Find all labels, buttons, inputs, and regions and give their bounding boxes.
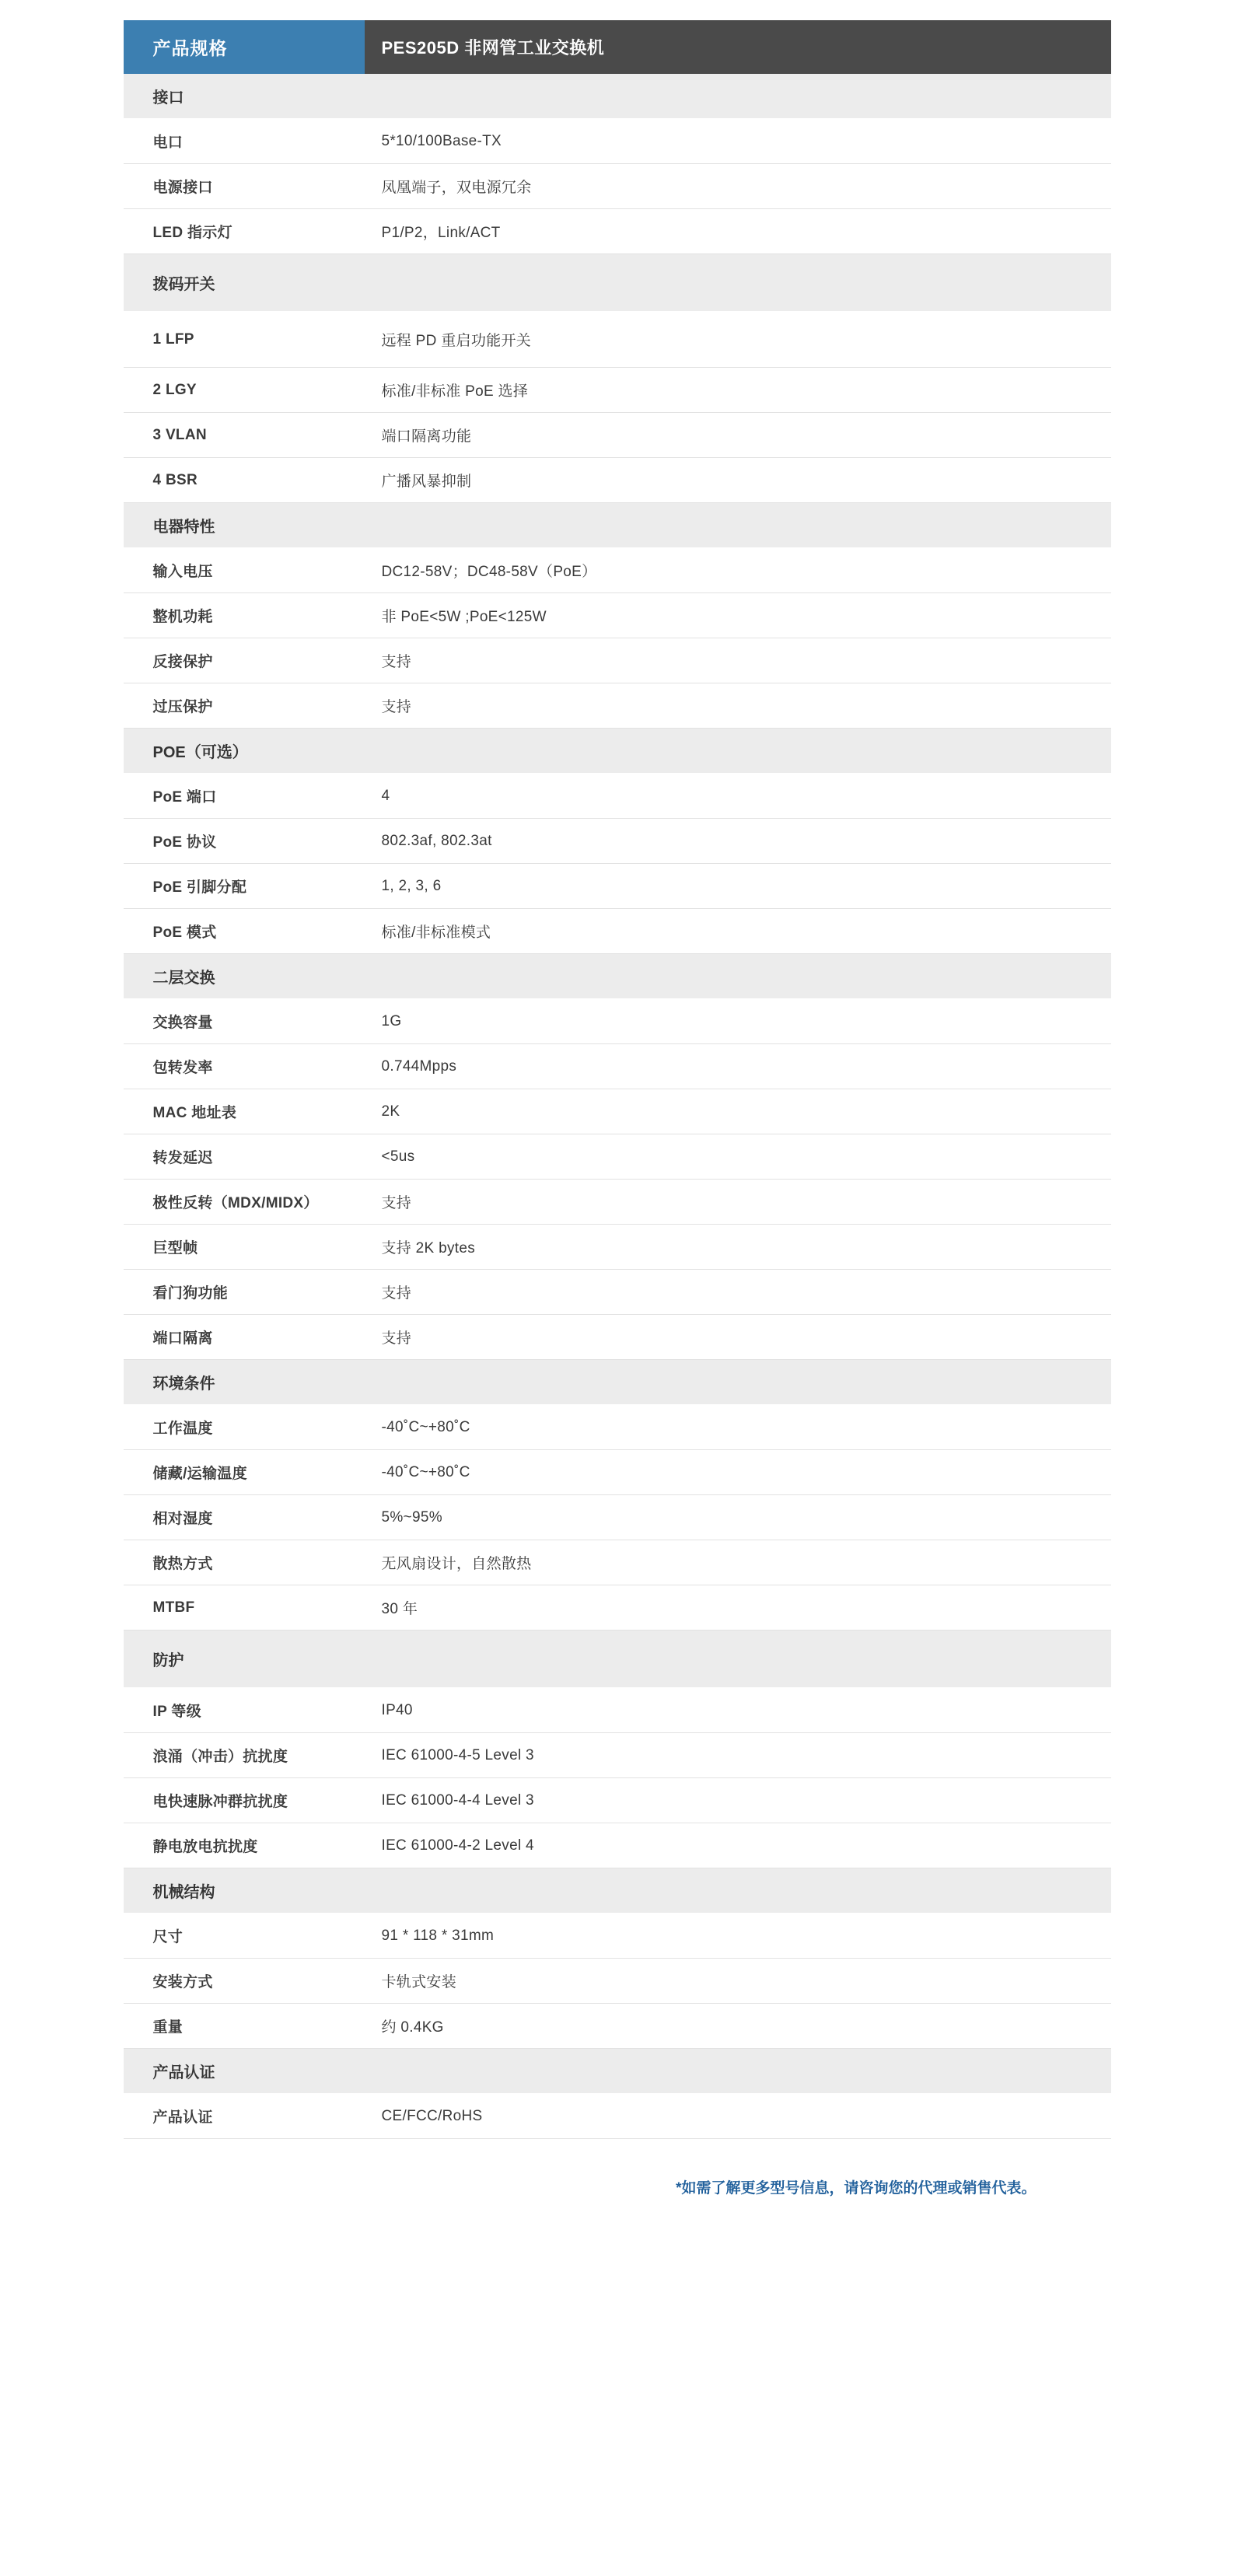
spec-key: IP 等级 bbox=[124, 1688, 365, 1733]
spec-section-title: POE（可选） bbox=[124, 729, 1111, 774]
table-row bbox=[124, 164, 1111, 209]
spec-section-row bbox=[124, 74, 1111, 119]
spec-value: 广播风暴抑制 bbox=[365, 458, 1111, 503]
table-row bbox=[124, 548, 1111, 593]
spec-value: 0.744Mpps bbox=[365, 1044, 1111, 1089]
table-row bbox=[124, 1315, 1111, 1360]
spec-value: P1/P2，Link/ACT bbox=[365, 209, 1111, 254]
table-row bbox=[124, 1134, 1111, 1180]
table-row bbox=[124, 638, 1111, 683]
table-row bbox=[124, 593, 1111, 638]
spec-value: 91 * 118 * 31mm bbox=[365, 1914, 1111, 1959]
spec-key: 重量 bbox=[124, 2004, 365, 2049]
table-row bbox=[124, 1778, 1111, 1823]
spec-value: 支持 bbox=[365, 683, 1111, 729]
spec-key: 电口 bbox=[124, 119, 365, 164]
table-row bbox=[124, 1495, 1111, 1540]
table-row bbox=[124, 1733, 1111, 1778]
table-row bbox=[124, 119, 1111, 164]
spec-value: 标准/非标准模式 bbox=[365, 909, 1111, 954]
table-row bbox=[124, 1225, 1111, 1270]
spec-value: 支持 2K bytes bbox=[365, 1225, 1111, 1270]
spec-value: IP40 bbox=[365, 1688, 1111, 1733]
spec-key: 包转发率 bbox=[124, 1044, 365, 1089]
spec-key: 浪涌（冲击）抗扰度 bbox=[124, 1733, 365, 1778]
spec-section-title: 机械结构 bbox=[124, 1868, 1111, 1914]
spec-value: 4 bbox=[365, 774, 1111, 819]
table-row bbox=[124, 312, 1111, 368]
spec-section-row bbox=[124, 1360, 1111, 1405]
spec-value: 远程 PD 重启功能开关 bbox=[365, 312, 1111, 368]
spec-key: 电快速脉冲群抗扰度 bbox=[124, 1778, 365, 1823]
spec-value: 802.3af, 802.3at bbox=[365, 819, 1111, 864]
spec-value: -40˚C~+80˚C bbox=[365, 1450, 1111, 1495]
table-row bbox=[124, 909, 1111, 954]
table-row bbox=[124, 819, 1111, 864]
spec-value: 1, 2, 3, 6 bbox=[365, 864, 1111, 909]
spec-key: 工作温度 bbox=[124, 1405, 365, 1450]
table-row bbox=[124, 1044, 1111, 1089]
spec-value: 支持 bbox=[365, 1270, 1111, 1315]
spec-key: 交换容量 bbox=[124, 999, 365, 1044]
table-row bbox=[124, 1405, 1111, 1450]
spec-key: PoE 模式 bbox=[124, 909, 365, 954]
spec-value: 1G bbox=[365, 999, 1111, 1044]
spec-value: 30 年 bbox=[365, 1585, 1111, 1631]
spec-section-row bbox=[124, 729, 1111, 774]
spec-key: 产品认证 bbox=[124, 2094, 365, 2139]
spec-value: 非 PoE<5W ;PoE<125W bbox=[365, 593, 1111, 638]
spec-value: 5%~95% bbox=[365, 1495, 1111, 1540]
spec-key: 1 LFP bbox=[124, 312, 365, 368]
table-row bbox=[124, 683, 1111, 729]
spec-key: 电源接口 bbox=[124, 164, 365, 209]
spec-value: 无风扇设计，自然散热 bbox=[365, 1540, 1111, 1585]
spec-value: 2K bbox=[365, 1089, 1111, 1134]
spec-section-row bbox=[124, 1868, 1111, 1914]
spec-key: 静电放电抗扰度 bbox=[124, 1823, 365, 1868]
spec-value: 5*10/100Base-TX bbox=[365, 119, 1111, 164]
spec-section-title: 二层交换 bbox=[124, 954, 1111, 999]
spec-value: IEC 61000-4-2 Level 4 bbox=[365, 1823, 1111, 1868]
spec-key: 尺寸 bbox=[124, 1914, 365, 1959]
spec-header-left: 产品规格 bbox=[124, 20, 365, 74]
spec-table-body bbox=[124, 20, 1111, 2139]
spec-value: 端口隔离功能 bbox=[365, 413, 1111, 458]
table-row bbox=[124, 1585, 1111, 1631]
spec-key: 散热方式 bbox=[124, 1540, 365, 1585]
spec-header-right: PES205D 非网管工业交换机 bbox=[365, 20, 1111, 74]
spec-key: LED 指示灯 bbox=[124, 209, 365, 254]
spec-key: 3 VLAN bbox=[124, 413, 365, 458]
table-row bbox=[124, 413, 1111, 458]
spec-value: 约 0.4KG bbox=[365, 2004, 1111, 2049]
table-row bbox=[124, 2004, 1111, 2049]
table-row bbox=[124, 209, 1111, 254]
spec-key: MAC 地址表 bbox=[124, 1089, 365, 1134]
spec-section-row bbox=[124, 503, 1111, 548]
table-row bbox=[124, 1540, 1111, 1585]
table-row bbox=[124, 1180, 1111, 1225]
spec-key: 过压保护 bbox=[124, 683, 365, 729]
spec-section-title: 拨码开关 bbox=[124, 254, 1111, 312]
table-row bbox=[124, 1270, 1111, 1315]
spec-key: 2 LGY bbox=[124, 368, 365, 413]
table-row bbox=[124, 864, 1111, 909]
spec-value: IEC 61000-4-5 Level 3 bbox=[365, 1733, 1111, 1778]
spec-section-row bbox=[124, 1631, 1111, 1688]
table-row bbox=[124, 2094, 1111, 2139]
spec-value: <5us bbox=[365, 1134, 1111, 1180]
spec-key: PoE 引脚分配 bbox=[124, 864, 365, 909]
spec-key: 4 BSR bbox=[124, 458, 365, 503]
spec-key: 安装方式 bbox=[124, 1959, 365, 2004]
spec-section-title: 环境条件 bbox=[124, 1360, 1111, 1405]
spec-table-header-row bbox=[124, 20, 1111, 74]
table-row bbox=[124, 774, 1111, 819]
table-row bbox=[124, 999, 1111, 1044]
table-row bbox=[124, 368, 1111, 413]
spec-key: 转发延迟 bbox=[124, 1134, 365, 1180]
table-row bbox=[124, 1823, 1111, 1868]
table-row bbox=[124, 1450, 1111, 1495]
spec-section-row bbox=[124, 2049, 1111, 2094]
spec-section-title: 电器特性 bbox=[124, 503, 1111, 548]
spec-key: PoE 端口 bbox=[124, 774, 365, 819]
spec-value: 支持 bbox=[365, 1180, 1111, 1225]
spec-key: PoE 协议 bbox=[124, 819, 365, 864]
spec-value: 标准/非标准 PoE 选择 bbox=[365, 368, 1111, 413]
spec-section-title: 产品认证 bbox=[124, 2049, 1111, 2094]
spec-key: 输入电压 bbox=[124, 548, 365, 593]
spec-key: 反接保护 bbox=[124, 638, 365, 683]
spec-key: 巨型帧 bbox=[124, 1225, 365, 1270]
spec-key: 整机功耗 bbox=[124, 593, 365, 638]
spec-value: IEC 61000-4-4 Level 3 bbox=[365, 1778, 1111, 1823]
table-row bbox=[124, 1914, 1111, 1959]
spec-value: -40˚C~+80˚C bbox=[365, 1405, 1111, 1450]
spec-key: 极性反转（MDX/MIDX） bbox=[124, 1180, 365, 1225]
spec-key: 储藏/运输温度 bbox=[124, 1450, 365, 1495]
table-row bbox=[124, 458, 1111, 503]
spec-value: CE/FCC/RoHS bbox=[365, 2094, 1111, 2139]
spec-section-title: 防护 bbox=[124, 1631, 1111, 1688]
spec-value: 凤凰端子，双电源冗余 bbox=[365, 164, 1111, 209]
table-row bbox=[124, 1959, 1111, 2004]
spec-value: 支持 bbox=[365, 638, 1111, 683]
table-row bbox=[124, 1089, 1111, 1134]
spec-value: 支持 bbox=[365, 1315, 1111, 1360]
spec-key: MTBF bbox=[124, 1585, 365, 1631]
footnote: *如需了解更多型号信息，请咨询您的代理或销售代表。 bbox=[676, 2180, 1036, 2197]
spec-value: 卡轨式安装 bbox=[365, 1959, 1111, 2004]
spec-section-title: 接口 bbox=[124, 74, 1111, 119]
spec-key: 看门狗功能 bbox=[124, 1270, 365, 1315]
spec-key: 端口隔离 bbox=[124, 1315, 365, 1360]
spec-value: DC12-58V；DC48-58V（PoE） bbox=[365, 548, 1111, 593]
spec-section-row bbox=[124, 954, 1111, 999]
spec-key: 相对湿度 bbox=[124, 1495, 365, 1540]
spec-section-row bbox=[124, 254, 1111, 312]
spec-table-container bbox=[124, 20, 1111, 2139]
product-spec-table bbox=[124, 20, 1111, 2139]
table-row bbox=[124, 1688, 1111, 1733]
